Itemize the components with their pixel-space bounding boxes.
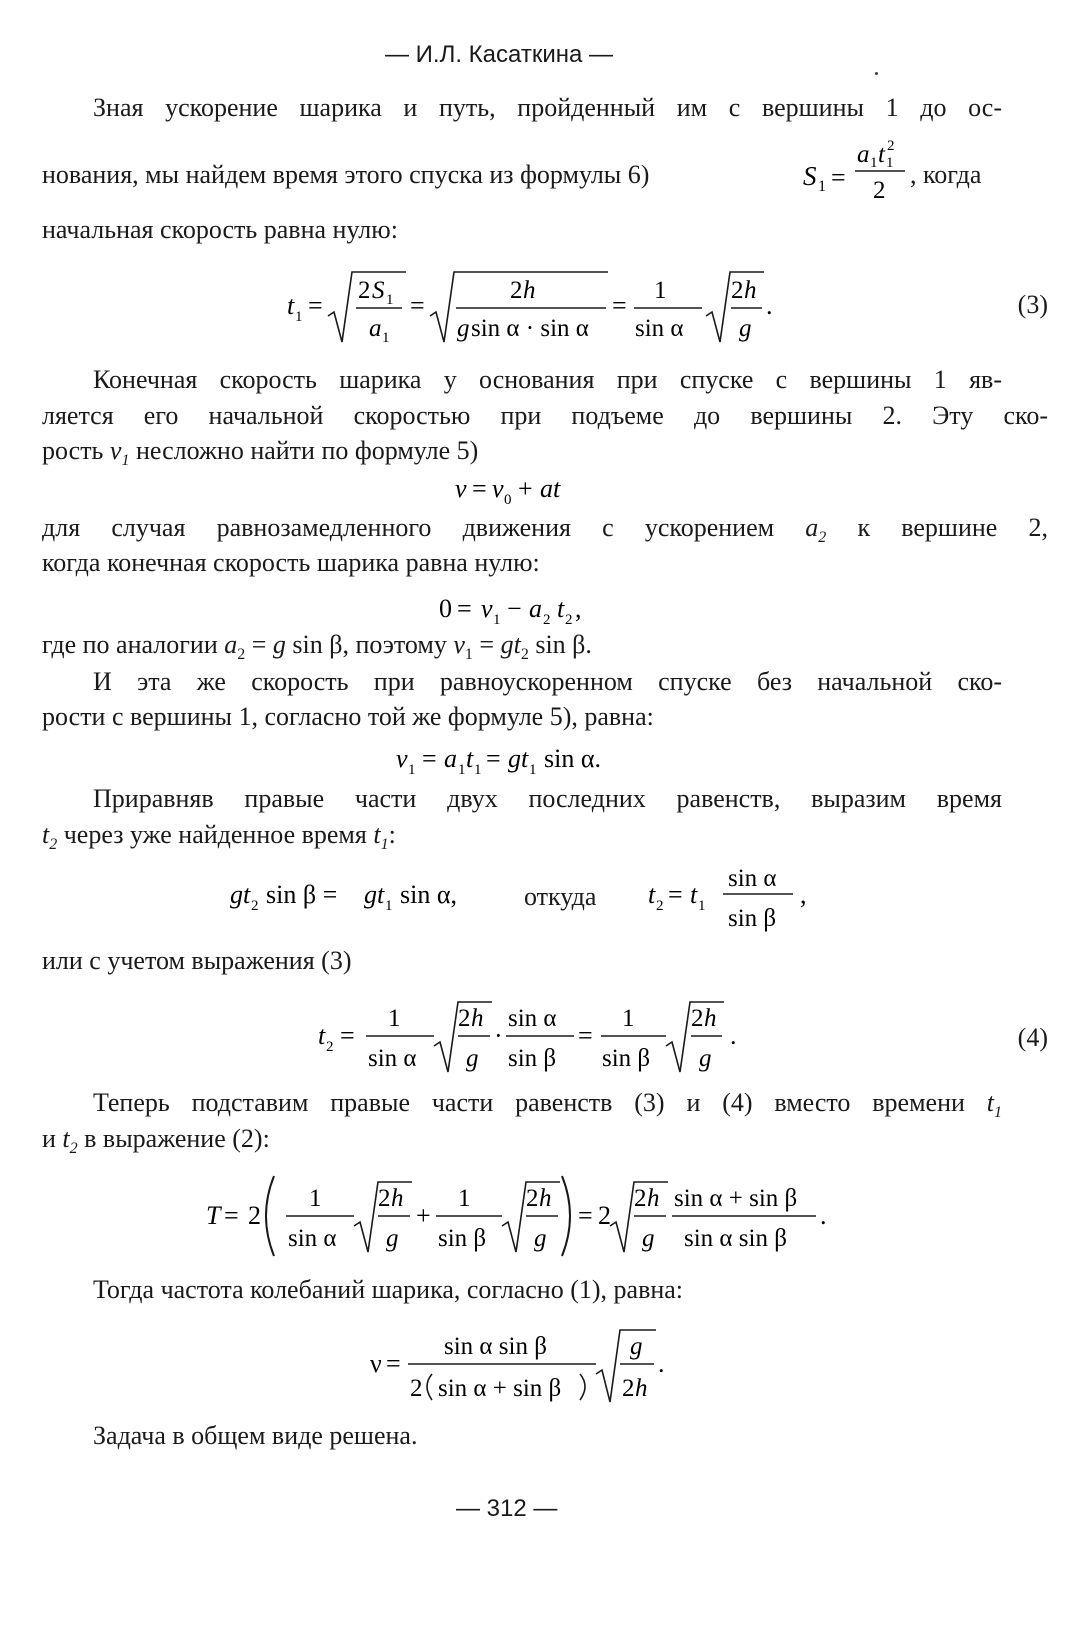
svg-text:sin β: sin β <box>508 1045 557 1072</box>
svg-text:1: 1 <box>493 612 501 628</box>
svg-text:1: 1 <box>870 155 878 171</box>
svg-text:2: 2 <box>458 1005 471 1032</box>
para6-line1: Приравняв правые части двух последних равенств, выразим время <box>93 784 1002 813</box>
svg-text:g: g <box>534 1225 547 1252</box>
equation-v-v0-at <box>450 470 600 510</box>
svg-text:1: 1 <box>408 762 416 778</box>
para1-line2 <box>42 140 1048 202</box>
svg-text:a: a <box>369 315 382 342</box>
page-number: — 312 — <box>456 1495 558 1522</box>
svg-text:=: = <box>578 1021 593 1050</box>
svg-text:1: 1 <box>458 762 466 778</box>
svg-text:1: 1 <box>382 330 390 346</box>
para3-line1 <box>42 515 1048 546</box>
var-t1: $t_1$ <box>373 820 389 854</box>
equation-3-number: (3) <box>1017 290 1048 319</box>
svg-text:g: g <box>642 1225 655 1252</box>
svg-text:h: h <box>647 1185 660 1212</box>
svg-text:=: = <box>486 744 501 773</box>
svg-text:t: t <box>690 880 698 909</box>
svg-text:sin α sin β: sin α sin β <box>444 1333 547 1360</box>
svg-text:−: − <box>507 594 522 623</box>
svg-text:sin α: sin α <box>728 865 777 892</box>
para6-line2-text: через уже найденное время <box>63 820 367 849</box>
var-t2: $t_2$ <box>42 820 58 854</box>
svg-text:2: 2 <box>251 898 259 914</box>
svg-text:2: 2 <box>691 1005 704 1032</box>
svg-text:,: , <box>800 880 807 909</box>
svg-text:T: T <box>206 1201 221 1230</box>
svg-text:2: 2 <box>887 140 895 154</box>
svg-text:gt: gt <box>230 880 251 909</box>
svg-text:2: 2 <box>634 1185 647 1212</box>
svg-text:sin α: sin α <box>368 1045 417 1072</box>
equation-nu <box>368 1320 688 1410</box>
formula-a2-gsinb: $a_2 = g$ sin β, <box>224 630 349 664</box>
svg-text:2: 2 <box>731 277 744 304</box>
var-a2: $a_2$ <box>805 513 827 547</box>
svg-text:1: 1 <box>295 309 303 325</box>
svg-text:=: = <box>578 1201 593 1230</box>
svg-text:=: = <box>410 291 425 320</box>
svg-text:1: 1 <box>388 1005 401 1032</box>
para10-line: Задача в общем виде решена. <box>93 1421 418 1450</box>
svg-text:=: = <box>386 1349 401 1378</box>
para4-line1-b: поэтому <box>355 630 447 659</box>
svg-text:sin α + sin β: sin α + sin β <box>674 1185 798 1212</box>
para2-line1: Конечная скорость шарика у основания при спуске с вершины 1 яв- <box>93 365 1002 394</box>
svg-text:1: 1 <box>818 178 826 195</box>
para2-line3-a: рость <box>42 436 104 465</box>
svg-text:a: a <box>529 594 542 623</box>
svg-text:g: g <box>630 1333 643 1360</box>
svg-text:sin α sin β: sin α sin β <box>684 1225 787 1252</box>
svg-text:1: 1 <box>474 762 482 778</box>
para1-line2-tail: , когда <box>910 160 982 189</box>
svg-text:t: t <box>557 594 565 623</box>
svg-text:h: h <box>391 1185 404 1212</box>
svg-text:h: h <box>539 1185 552 1212</box>
svg-text:1: 1 <box>458 1185 471 1212</box>
svg-text:t: t <box>648 880 656 909</box>
svg-text:S: S <box>803 161 817 191</box>
svg-text:g: g <box>386 1225 399 1252</box>
para6-line2 <box>42 822 396 853</box>
svg-text:=: = <box>422 744 437 773</box>
svg-text:=: = <box>308 291 323 320</box>
svg-text:v: v <box>481 594 493 623</box>
svg-text:1: 1 <box>654 277 667 304</box>
svg-text:sin α: sin α <box>508 1005 557 1032</box>
equation-zero <box>437 590 627 630</box>
svg-text:+: + <box>416 1201 431 1230</box>
para2-line2: ляется его начальной скоростью при подъеме до вершины 2. Эту ско- <box>42 401 1048 430</box>
svg-text:=: = <box>457 594 472 623</box>
svg-text:+: + <box>518 474 533 503</box>
svg-text:sin α · sin α: sin α · sin α <box>471 315 589 342</box>
print-speck <box>875 72 878 75</box>
svg-text:2: 2 <box>378 1185 391 1212</box>
para1-line3: начальная скорость равна нулю: <box>42 215 398 244</box>
svg-text:sin α: sin α <box>635 315 684 342</box>
svg-text:h: h <box>635 1375 648 1402</box>
svg-text:2: 2 <box>410 1375 423 1402</box>
svg-text:ν: ν <box>370 1349 382 1378</box>
svg-text:2: 2 <box>248 1201 261 1230</box>
para8-line2-b: в выражение (2): <box>84 1124 270 1153</box>
svg-text:sin β =: sin β = <box>266 880 338 909</box>
para4-line1 <box>42 632 592 663</box>
svg-text:=: = <box>612 291 627 320</box>
svg-text:sin α + sin β: sin α + sin β <box>438 1375 562 1402</box>
svg-text:gt: gt <box>508 744 529 773</box>
para5-line1: И эта же скорость при равноускоренном спуске без начальной ско- <box>93 667 1002 696</box>
running-header: — И.Л. Касаткина — <box>385 41 613 68</box>
svg-text:2: 2 <box>873 177 886 202</box>
svg-text:at: at <box>540 474 561 503</box>
formula-v1-gt2sinb: $v_1 = gt_2$ sin β. <box>453 630 592 664</box>
svg-text:S: S <box>372 277 385 304</box>
svg-text:t: t <box>287 291 295 320</box>
svg-text:sin β: sin β <box>438 1225 487 1252</box>
svg-text:=: = <box>340 1021 355 1050</box>
svg-text:g: g <box>699 1045 712 1072</box>
svg-text:gt: gt <box>364 880 385 909</box>
svg-text:1: 1 <box>529 762 537 778</box>
var-t2-b: $t_2$ <box>62 1124 78 1158</box>
svg-text:sin β: sin β <box>602 1045 651 1072</box>
svg-text:=: = <box>831 163 846 192</box>
svg-text:2: 2 <box>543 612 551 628</box>
svg-text:2: 2 <box>326 1039 334 1055</box>
svg-text:0: 0 <box>504 492 512 508</box>
svg-text:2: 2 <box>510 277 523 304</box>
para4-line1-a: где по аналогии <box>42 630 218 659</box>
svg-text:.: . <box>766 291 773 320</box>
svg-text:sin α: sin α <box>288 1225 337 1252</box>
svg-text:2: 2 <box>598 1201 611 1230</box>
svg-text:h: h <box>471 1005 484 1032</box>
para3-line1-b: к вершине 2, <box>857 513 1049 542</box>
svg-text:1: 1 <box>698 898 706 914</box>
svg-text:v: v <box>455 474 467 503</box>
para7-line: или с учетом выражения (3) <box>42 946 352 975</box>
svg-text:.: . <box>658 1349 665 1378</box>
svg-text:1: 1 <box>309 1185 322 1212</box>
svg-text:1: 1 <box>622 1005 635 1032</box>
para1-line1: Зная ускорение шарика и путь, пройденный им с вершины 1 до ос- <box>93 93 1002 122</box>
para2-line3-b: несложно найти по формуле 5) <box>135 436 479 465</box>
para3-line1-a: для случая равнозамедленного движения с ускорением <box>42 513 775 542</box>
svg-text:1: 1 <box>385 898 393 914</box>
para8-line1-text: Теперь подставим правые части равенств (3) и (4) вместо времени <box>93 1088 965 1117</box>
equation-4-number: (4) <box>1017 1023 1048 1052</box>
svg-text:sin α,: sin α, <box>400 880 457 909</box>
para3-line2: когда конечная скорость шарика равна нулю: <box>42 548 540 577</box>
colon: : <box>388 820 396 849</box>
para5-line2: рости с вершины 1, согласно той же формуле 5), равна: <box>42 702 654 731</box>
svg-text:v: v <box>396 744 408 773</box>
svg-text:0: 0 <box>439 594 452 623</box>
svg-text:=: = <box>472 474 487 503</box>
svg-text:g: g <box>466 1045 479 1072</box>
svg-text:2: 2 <box>622 1375 635 1402</box>
svg-text:.: . <box>730 1021 737 1050</box>
para8-line2 <box>42 1126 270 1157</box>
para8-line2-a: и <box>42 1124 56 1153</box>
svg-text:h: h <box>523 277 536 304</box>
svg-text:=: = <box>224 1201 239 1230</box>
equation-4 <box>316 994 756 1078</box>
svg-text:2: 2 <box>526 1185 539 1212</box>
para1-line2-text: нования, мы найдем время этого спуска из формулы 6) <box>42 160 650 189</box>
svg-text:=: = <box>668 880 683 909</box>
svg-text:2: 2 <box>565 612 573 628</box>
svg-text:,: , <box>575 594 582 623</box>
equation-3 <box>282 262 802 348</box>
svg-text:g: g <box>739 315 752 342</box>
svg-text:2: 2 <box>358 277 371 304</box>
svg-text:t: t <box>318 1021 326 1050</box>
svg-text:sin β: sin β <box>728 905 777 932</box>
para9-line: Тогда частота колебаний шарика, согласно (1), равна: <box>93 1275 684 1304</box>
svg-text:v: v <box>492 474 504 503</box>
svg-text:h: h <box>704 1005 717 1032</box>
svg-text:1: 1 <box>386 292 394 308</box>
svg-text:sin α.: sin α. <box>544 744 601 773</box>
svg-text:a: a <box>857 141 870 168</box>
svg-text:t: t <box>878 141 885 168</box>
para8-line1 <box>93 1090 1002 1121</box>
var-v1: $v_1$ <box>109 436 130 470</box>
para2-line3 <box>42 438 478 469</box>
svg-text:·: · <box>494 1021 503 1050</box>
var-t1-b: $t_1$ <box>986 1088 1002 1122</box>
svg-text:t: t <box>466 744 474 773</box>
svg-text:2: 2 <box>656 898 664 914</box>
equation-v1 <box>392 740 672 780</box>
svg-text:g: g <box>457 315 470 342</box>
svg-text:h: h <box>744 277 757 304</box>
svg-text:a: a <box>444 744 457 773</box>
svg-text:1: 1 <box>886 155 894 171</box>
word-odkuda: откуда <box>524 882 597 911</box>
equation-T <box>204 1168 844 1264</box>
svg-text:.: . <box>820 1201 827 1230</box>
